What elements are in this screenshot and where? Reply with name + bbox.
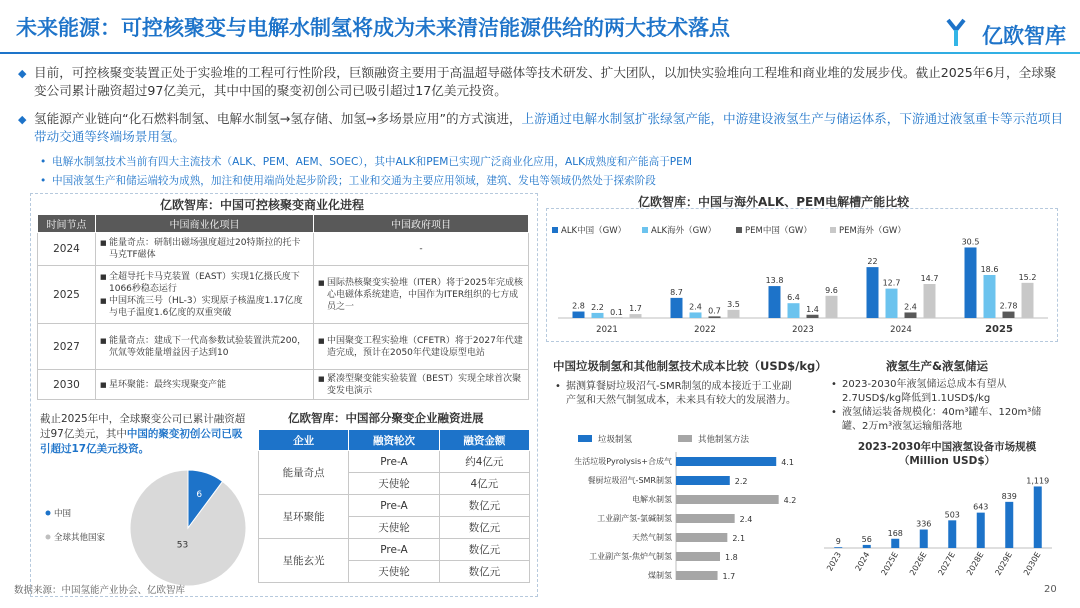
table-row: 星能玄光 Pre-A 数亿元: [259, 539, 530, 561]
pie-label: 53: [176, 540, 189, 551]
data-label: 1.4: [806, 304, 819, 314]
table-row: 2025 ■ 全超导托卡马克装置（EAST）实现1亿摄氏度下1066秒稳态运行 ■ 中国环流三号（HL-3）实现原子核温度1.17亿度与电子温度1.6亿度的双重突破 ■ 国际热核聚变实验堆（ITER）将于2025年完成核心电磁体系统建造，中国作为ITER组织的七方成员之一: [38, 266, 529, 324]
data-label: 13.8: [765, 276, 784, 286]
legend-swatch: [552, 227, 558, 233]
bullet-hydrogen: [18, 110, 1064, 146]
liquid-bullet-cost: • 2023-2030年液氢储运总成本有望从2.7USD$/kg降低到1.1USD$/kg: [831, 379, 1007, 404]
bar: [1005, 502, 1013, 548]
legend-label: ALK海外（GW）: [651, 226, 717, 236]
tick-label: 2029E: [993, 550, 1014, 578]
pie-legend: [46, 508, 106, 543]
bar: [728, 310, 740, 318]
source-note: 数据来源：中国氢能产业协会、亿欧智库: [14, 585, 186, 596]
bar: [977, 513, 985, 548]
data-label: 839: [1001, 491, 1017, 501]
bar: [834, 547, 842, 548]
page-title: 未来能源：可控核聚变与电解水制氢将成为未来清洁能源供给的两大技术落点: [16, 16, 730, 40]
tick-label: 2024: [890, 325, 912, 335]
bar: [1022, 283, 1034, 318]
data-label: 1.7: [629, 304, 642, 314]
data-label: 0.7: [708, 306, 721, 316]
legend-swatch: [678, 435, 692, 442]
table-row: 天使轮 数亿元: [259, 517, 530, 539]
table-row: 2027 ■ 能量奇点：建成下一代高参数试验装置洪荒200，氘氚等效能量增益因子达到10 ■ 中国聚变工程实验堆（CFETR）将于2027年代建造完成，预计在2050年代建设原型电站: [38, 324, 529, 370]
data-label: 168: [887, 528, 903, 538]
bar: [920, 530, 928, 548]
header-government: 中国政府项目: [314, 215, 529, 233]
tick-label: 2021: [596, 325, 618, 335]
legend-label: PEM海外（GW）: [839, 226, 906, 236]
bar: [709, 316, 721, 318]
bar: [676, 495, 779, 504]
cost-bar-chart: [548, 430, 810, 580]
header-commercial: 中国商业化项目: [96, 215, 314, 233]
data-label: 1.7: [722, 572, 736, 580]
tick-label: 2027E: [936, 550, 957, 578]
category-label: 工业副产氢-焦炉气制氢: [589, 552, 672, 561]
data-label: 2.8: [572, 301, 585, 311]
bar: [788, 303, 800, 318]
capacity-bar-chart: [548, 222, 1056, 342]
category-label: 天然气制氢: [632, 533, 672, 542]
tick-label: 2024: [853, 550, 872, 573]
data-label: 30.5: [961, 237, 980, 247]
bullet-hydrogen-text-b: 上游通过电解水制氢扩张绿氢产能，中游建设液氢生产与储运体系，下游通过液氢重卡等示范项目带动交通等终端场景用氢。: [34, 111, 1064, 144]
liquid-section-title: 液氢生产&液氢储运: [886, 359, 989, 373]
table-row: 能量奇点 Pre-A 约4亿元: [259, 451, 530, 473]
list-item: ■ 紧凑型聚变能实验装置（BEST）实现全球首次聚变发电演示: [318, 373, 524, 397]
header-round: 融资轮次: [349, 430, 439, 451]
liquid-market-bar-chart: [820, 470, 1060, 582]
pie-slice: [130, 470, 246, 586]
legend-swatch: [578, 435, 592, 442]
data-label: 9.6: [825, 285, 838, 295]
data-label: 1,119: [1026, 476, 1050, 486]
bar: [886, 289, 898, 318]
bar: [807, 315, 819, 318]
brand-name: 亿欧智库: [982, 24, 1066, 48]
tick-label: 2023: [792, 325, 814, 335]
header-amount: 融资金额: [439, 430, 529, 451]
bar: [671, 298, 683, 318]
dot-icon: •: [831, 407, 837, 418]
tick-label: 2026E: [907, 550, 929, 578]
table-row: 天使轮 数亿元: [259, 561, 530, 583]
header-time: 时间节点: [38, 215, 96, 233]
bar: [769, 286, 781, 318]
legend-label: 垃圾制氢: [598, 435, 633, 445]
list-item: ■ 中国聚变工程实验堆（CFETR）将于2027年代建造完成，预计在2050年代建设原型电站: [318, 335, 524, 359]
bar: [826, 296, 838, 318]
bar: [676, 476, 730, 485]
category-label: 电解水制氢: [632, 495, 672, 504]
bar: [630, 314, 642, 318]
category-label: 工业副产氢-氯碱制氢: [597, 514, 672, 523]
sub-bullet-electrolysis: • 电解水制氢技术当前有四大主流技术（ALK、PEM、AEM、SOEC），其中ALK和PEM已实现广泛商业化应用，ALK成熟度和产能高于PEM: [40, 156, 693, 168]
dot-icon: •: [40, 156, 47, 168]
bullet-fusion-text: 目前，可控核聚变装置正处于实验堆的工程可行性阶段，巨额融资主要用于高温超导磁体等技术研发、扩大团队，以加快实验堆向工程堆和商业堆的发展步伐。截止2025年6月，全球聚变公司累计融资超过97亿美元，其中中国的聚变初创公司已吸引超过17亿美元投资。: [34, 65, 1057, 98]
bar: [592, 313, 604, 318]
page-number: 20: [1044, 584, 1057, 595]
data-label: 14.7: [920, 274, 939, 284]
data-label: 6.4: [787, 293, 800, 303]
bar: [690, 312, 702, 318]
funding-table-title: 亿欧智库：中国部分聚变企业融资进展: [288, 411, 484, 425]
data-label: 643: [973, 502, 989, 512]
data-label: 2.1: [732, 534, 746, 543]
legend-label: 其他制氢方法: [698, 435, 750, 445]
tick-label: 2025: [985, 324, 1013, 335]
tick-label: 2030E: [1021, 550, 1043, 578]
table-row: 星环聚能 Pre-A 数亿元: [259, 495, 530, 517]
bar: [1034, 486, 1042, 548]
table-row: 2030 ■ 星环聚能：最终实现聚变产能 ■ 紧凑型聚变能实验装置（BEST）实现全球首次聚变发电演示: [38, 370, 529, 400]
header-company: 企业: [259, 430, 349, 451]
data-label: 12.7: [882, 278, 901, 288]
bar: [924, 284, 936, 318]
tick-label: 2028E: [964, 550, 986, 578]
data-label: 0.1: [610, 307, 623, 317]
bar: [948, 520, 956, 548]
dot-icon: •: [831, 379, 837, 390]
legend-swatch: [642, 227, 648, 233]
pie-label: 6: [196, 489, 203, 500]
legend-swatch: [46, 535, 51, 540]
liquid-bullet-equipment: • 液氢储运装备规模化：40m³罐车、120m³储罐、2万m³液氢运输船落地: [831, 407, 1042, 432]
liquid-chart-title: 2023-2030年中国液氢设备市场规模（Million USD$）: [857, 441, 1037, 467]
bar: [1003, 312, 1015, 318]
bar: [905, 312, 917, 318]
cost-bullet: • 据测算餐厨垃圾沼气-SMR制氢的成本接近于工业副产氢和天然气制氢成本，未来具有较大的发展潜力。: [555, 381, 796, 406]
data-label: 22: [867, 257, 878, 267]
table-row: 2024 ■ 能量奇点：研制出磁场强度超过20特斯拉的托卡马克TF磁体 -: [38, 233, 529, 266]
funding-pie-chart: [40, 462, 252, 596]
legend-label-other: 全球其他国家: [54, 533, 106, 543]
category-label: 生活垃圾Pyrolysis+合成气: [574, 457, 672, 466]
tick-label: 2023: [825, 550, 843, 573]
bar: [573, 312, 585, 318]
tick-label: 2022: [694, 325, 716, 335]
data-label: 56: [861, 534, 872, 544]
data-label: 18.6: [980, 264, 999, 274]
diamond-icon: ◆: [18, 67, 27, 80]
funding-note: 截止2025年中，全球聚变公司已累计融资超过97亿美元，其中中国的聚变初创公司已吸引超过17亿美元投资。: [40, 413, 246, 455]
bar: [867, 267, 879, 318]
bullet-fusion: [18, 64, 1064, 100]
legend-swatch: [46, 511, 51, 516]
bar: [676, 457, 776, 466]
dot-icon: •: [555, 381, 561, 392]
list-item: ■ 能量奇点：建成下一代高参数试验装置洪荒200，氘氚等效能量增益因子达到10: [100, 335, 309, 359]
data-label: 2.4: [739, 515, 753, 524]
capacity-chart-title: 亿欧智库：中国与海外ALK、PEM电解槽产能比较: [638, 195, 910, 209]
bar: [984, 275, 996, 318]
data-label: 3.5: [727, 299, 740, 309]
bar: [863, 545, 871, 548]
legend-swatch: [830, 227, 836, 233]
data-label: 2.2: [734, 477, 748, 486]
dot-icon: •: [40, 175, 47, 187]
list-item: ■ 全超导托卡马克装置（EAST）实现1亿摄氏度下1066秒稳态运行: [100, 271, 309, 295]
data-label: 9: [835, 537, 841, 547]
fusion-commercialization-table: [37, 214, 529, 400]
diamond-icon: ◆: [18, 113, 27, 126]
sub-bullet-liquid-hydrogen: • 中国液氢生产和储运端较为成熟，加注和使用端尚处起步阶段；工业和交通为主要应用领域，建筑、发电等领域仍然处于探索阶段: [40, 175, 656, 187]
data-label: 2.2: [591, 302, 604, 312]
bar: [676, 533, 727, 542]
data-label: 15.2: [1018, 272, 1037, 282]
cost-section-title: 中国垃圾制氢和其他制氢技术成本比较（USD$/kg）: [553, 359, 827, 373]
category-label: 煤制氢: [648, 571, 672, 580]
bar: [676, 552, 720, 561]
legend-swatch: [736, 227, 742, 233]
header-divider: [0, 52, 1080, 54]
list-item: ■ 星环聚能：最终实现聚变产能: [100, 379, 309, 391]
list-item: ■ 国际热核聚变实验堆（ITER）将于2025年完成核心电磁体系统建造，中国作为ITER组织的七方成员之一: [318, 277, 524, 313]
fusion-table-title: 亿欧智库：中国可控核聚变商业化进程: [160, 198, 365, 212]
legend-label-china: 中国: [54, 509, 72, 519]
data-label: 4.2: [783, 496, 797, 505]
list-item: ■ 中国环流三号（HL-3）实现原子核温度1.17亿度与电子温度1.6亿度的双重突破: [100, 295, 309, 319]
legend-label: PEM中国（GW）: [745, 226, 812, 236]
data-label: 8.7: [670, 287, 683, 297]
legend-label: ALK中国（GW）: [561, 226, 627, 236]
bar: [965, 247, 977, 318]
data-label: 4.1: [781, 458, 794, 467]
list-item: ■ 能量奇点：研制出磁场强度超过20特斯拉的托卡马克TF磁体: [100, 237, 309, 261]
data-label: 336: [916, 519, 932, 529]
data-label: 2.78: [999, 301, 1018, 311]
bar: [676, 514, 735, 523]
category-label: 餐厨垃圾沼气-SMR制氢: [587, 476, 672, 485]
tick-label: 2025E: [879, 550, 900, 578]
data-label: 2.4: [689, 302, 702, 312]
funding-table: [258, 429, 530, 583]
table-row: 天使轮 4亿元: [259, 473, 530, 495]
data-label: 503: [944, 510, 960, 520]
data-label: 1.8: [725, 553, 738, 562]
bar: [676, 571, 718, 580]
data-label: 2.4: [904, 302, 917, 312]
bar: [891, 539, 899, 548]
bullet-hydrogen-text-a: 氢能源产业链向“化石燃料制氢、电解水制氢→氢存储、加氢→多场景应用”的方式演进，: [34, 111, 522, 126]
